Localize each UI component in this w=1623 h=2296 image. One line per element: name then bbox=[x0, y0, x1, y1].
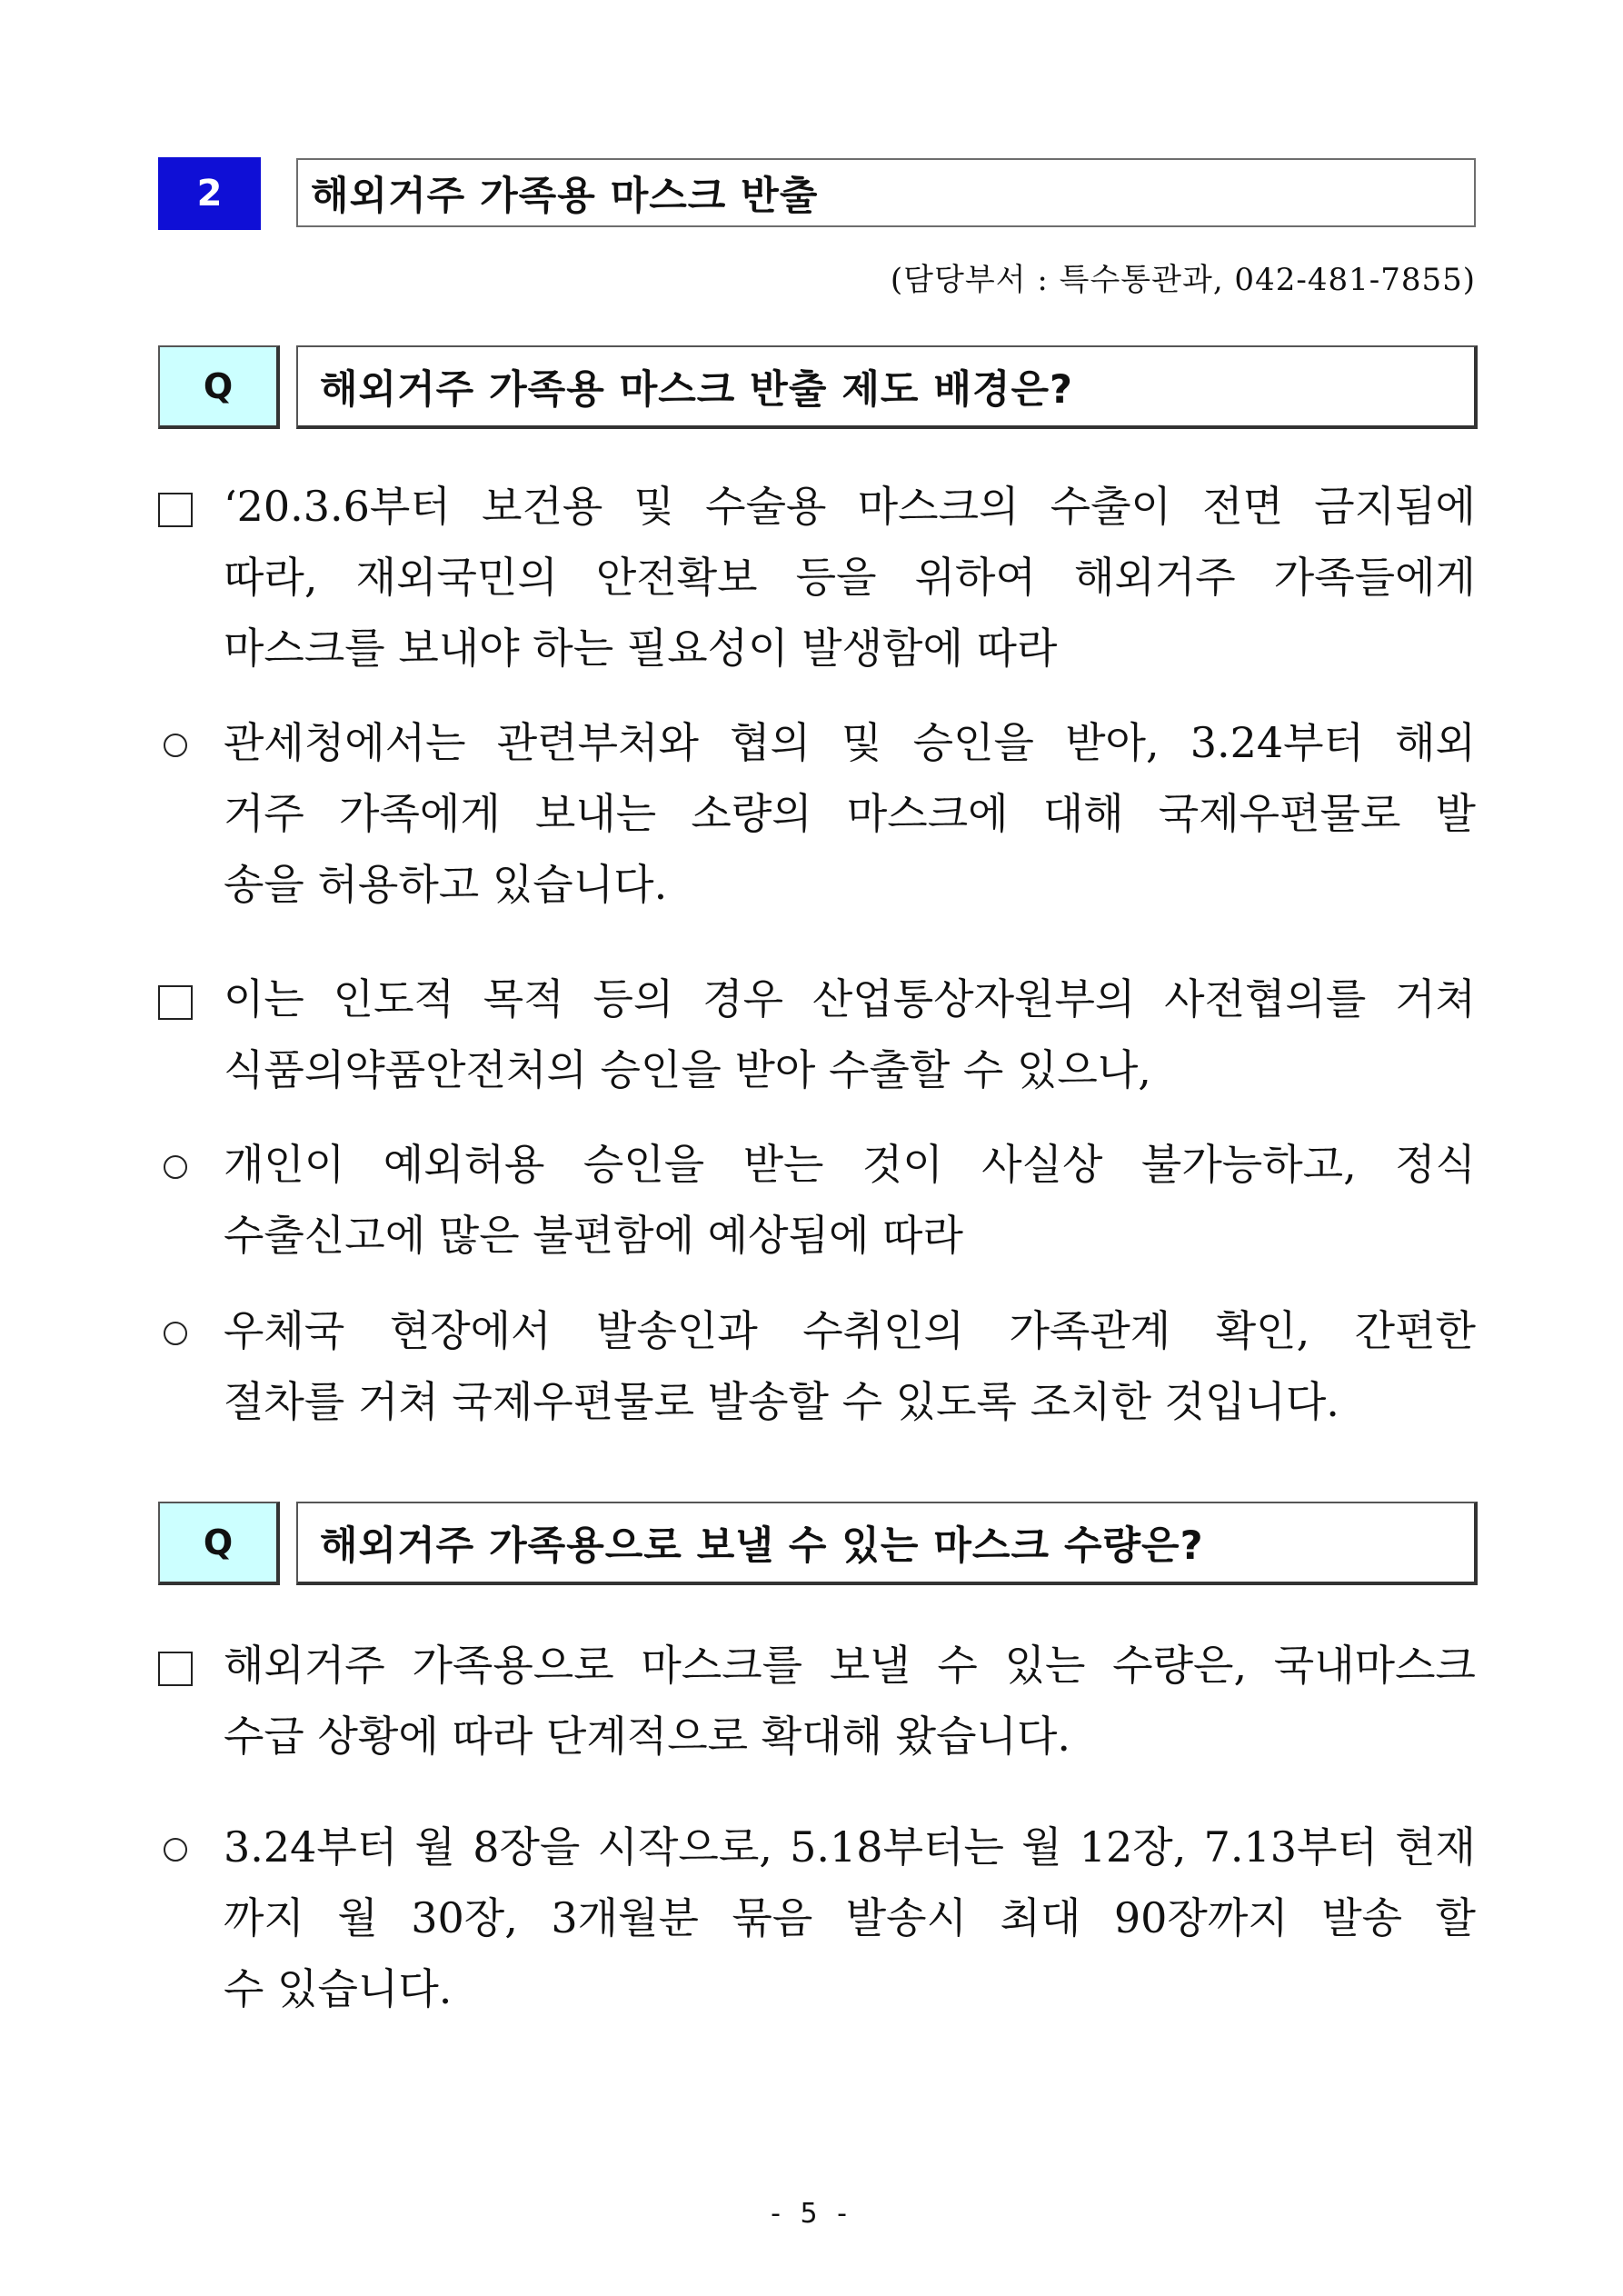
text-line: 우체국 현장에서 발송인과 수취인의 가족관계 확인, 간편한 bbox=[224, 1306, 1476, 1355]
paragraph-sub bbox=[158, 1129, 1476, 1271]
text-line: 수출신고에 많은 불편함에 예상됨에 따라 bbox=[224, 1211, 963, 1260]
section-number-badge: 2 bbox=[158, 157, 261, 230]
text-line: 3.24부터 월 8장을 시작으로, 5.18부터는 월 12장, 7.13부터 현재 bbox=[224, 1822, 1476, 1872]
paragraph-main bbox=[158, 471, 1476, 684]
text-line: 해외거주 가족용으로 마스크를 보낼 수 있는 수량은, 국내마스크 bbox=[224, 1641, 1476, 1690]
circle-bullet-icon bbox=[158, 1295, 213, 1366]
circle-bullet-icon bbox=[158, 1812, 213, 1882]
paragraph-sub bbox=[158, 1295, 1476, 1437]
section-title: 해외거주 가족용 마스크 반출 bbox=[296, 158, 1476, 227]
text-line: 절차를 거쳐 국제우편물로 발송할 수 있도록 조치한 것입니다. bbox=[224, 1377, 1339, 1426]
text-line: 수급 상황에 따라 단계적으로 확대해 왔습니다. bbox=[224, 1712, 1071, 1761]
text-line: ‘20.3.6부터 보건용 및 수술용 마스크의 수출이 전면 금지됨에 bbox=[224, 482, 1476, 531]
text-line: 관세청에서는 관련부처와 협의 및 승인을 받아, 3.24부터 해외 bbox=[224, 718, 1476, 767]
paragraph-sub bbox=[158, 1812, 1476, 2024]
circle-bullet-icon bbox=[158, 1129, 213, 1200]
text-line: 마스크를 보내야 하는 필요성이 발생함에 따라 bbox=[224, 624, 1058, 673]
circle-bullet-icon bbox=[158, 707, 213, 778]
text-line: 까지 월 30장, 3개월분 묶음 발송시 최대 90장까지 발송 할 bbox=[224, 1893, 1476, 1942]
text-line: 식품의약품안전처의 승인을 받아 수출할 수 있으나, bbox=[224, 1045, 1151, 1094]
checkbox-bullet-icon bbox=[158, 963, 213, 1041]
paragraph-main bbox=[158, 963, 1476, 1105]
question-title: 해외거주 가족용 마스크 반출 제도 배경은? bbox=[296, 345, 1478, 429]
text-line: 이는 인도적 목적 등의 경우 산업통상자원부의 사전협의를 거쳐 bbox=[224, 974, 1476, 1023]
checkbox-bullet-icon bbox=[158, 471, 213, 548]
paragraph-main bbox=[158, 1630, 1476, 1772]
department-info: (담당부서 : 특수통관과, 042-481-7855) bbox=[890, 262, 1476, 298]
text-line: 수 있습니다. bbox=[224, 1964, 453, 2013]
text-line: 송을 허용하고 있습니다. bbox=[224, 860, 668, 909]
checkbox-bullet-icon bbox=[158, 1630, 213, 1707]
text-line: 개인이 예외허용 승인을 받는 것이 사실상 불가능하고, 정식 bbox=[224, 1140, 1476, 1189]
text-line: 따라, 재외국민의 안전확보 등을 위하여 해외거주 가족들에게 bbox=[224, 553, 1476, 602]
page-number: - 5 - bbox=[771, 2198, 852, 2230]
question-label: Q bbox=[158, 1502, 280, 1585]
question-title: 해외거주 가족용으로 보낼 수 있는 마스크 수량은? bbox=[296, 1502, 1478, 1585]
paragraph-sub bbox=[158, 707, 1476, 920]
question-label: Q bbox=[158, 345, 280, 429]
text-line: 거주 가족에게 보내는 소량의 마스크에 대해 국제우편물로 발 bbox=[224, 789, 1476, 838]
